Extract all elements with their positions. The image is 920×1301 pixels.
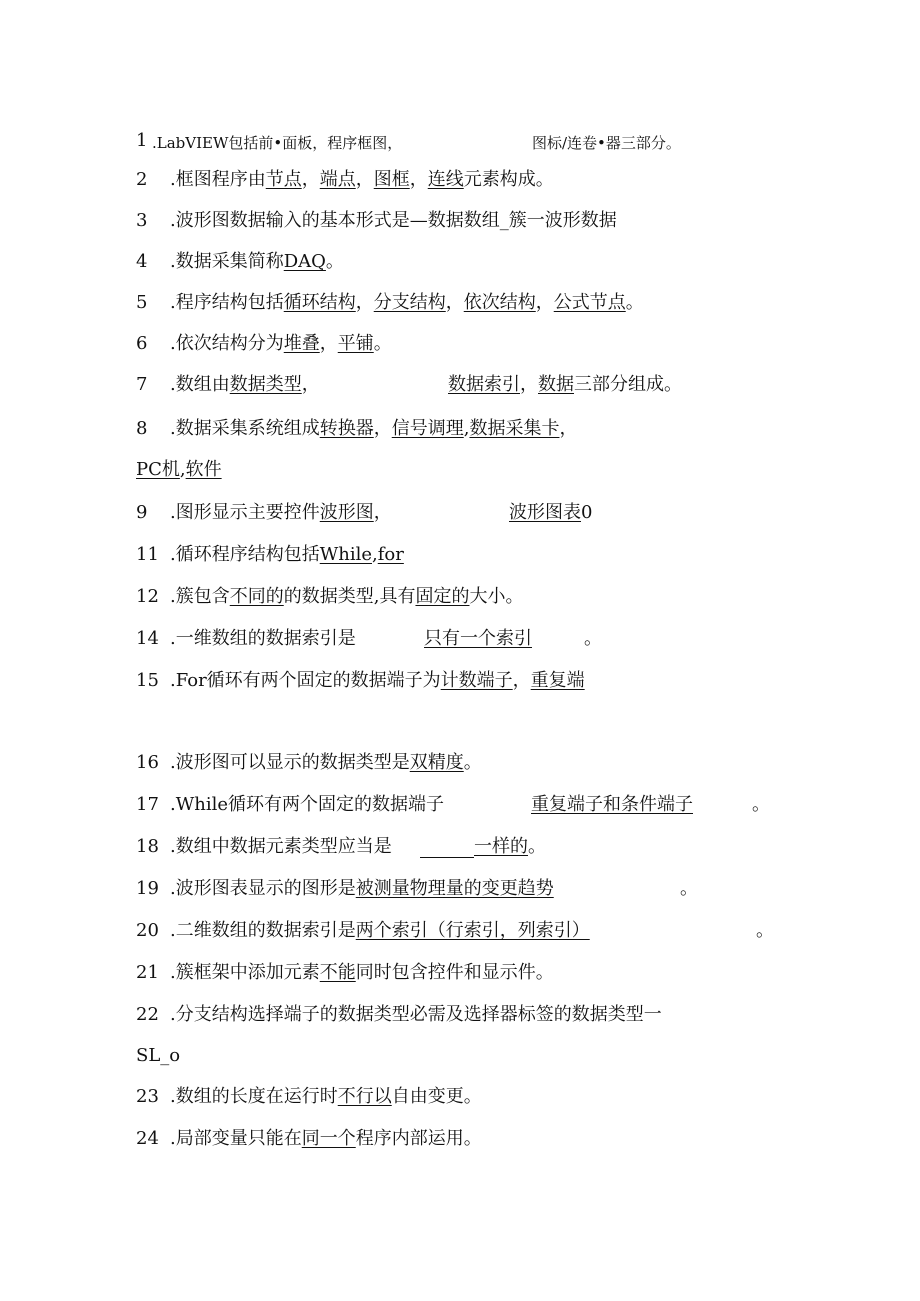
question-number: 16 (136, 752, 159, 773)
answer-blank: DAQ (283, 251, 326, 272)
answer-blank: 波形图表 (509, 502, 581, 523)
question-text: .波形图数据输入的基本形式是—数据数组_簇一波形数据 (170, 210, 617, 231)
answer-blank: 公式节点 (553, 292, 626, 313)
question-text: .While循环有两个固定的数据端子 (170, 794, 444, 815)
question-text: .程序结构包括循环结构，分支结构，依次结构，公式节点。 (170, 292, 644, 313)
answer-blank: 只有一个索引 (424, 628, 532, 649)
question-number: 11 (136, 544, 159, 565)
question-number: 14 (136, 628, 159, 649)
question-text: .For循环有两个固定的数据端子为计数端子，重复端 (170, 670, 585, 691)
question-text: .循环程序结构包括While,for (170, 544, 404, 565)
question-text: 图标/连卷•器三部分。 (532, 134, 681, 152)
question-text: .数组中数据元素类型应当是 (170, 836, 392, 857)
answer-blank: 连线 (427, 169, 464, 190)
answer-blank-line (420, 857, 474, 858)
question-text: 。 (584, 628, 602, 649)
answer-blank: 重复端子和条件端子 (531, 794, 693, 815)
question-text: 数据索引，数据三部分组成。 (448, 374, 682, 395)
answer-blank: 不行以 (337, 1086, 392, 1107)
answer-blank: 数据类型 (229, 374, 302, 395)
question-number: 8 (136, 418, 148, 439)
question-number: 12 (136, 586, 159, 607)
answer-blank: 一样的 (474, 836, 528, 857)
question-number: 21 (136, 962, 159, 983)
question-number: 19 (136, 878, 159, 899)
answer-blank: 数据索引 (448, 374, 520, 395)
answer-blank: 数据采集卡 (469, 418, 560, 439)
answer-blank: for (377, 544, 404, 565)
question-text: .数组的长度在运行时不行以自由变更。 (170, 1086, 482, 1107)
question-text: .簇包含不同的的数据类型,具有固定的大小。 (170, 586, 524, 607)
question-text: .框图程序由节点，端点，图框，连线元素构成。 (170, 169, 554, 190)
question-text: .数据采集系统组成转换器，信号调理,数据采集卡， (170, 418, 578, 439)
question-text: 。 (680, 878, 698, 899)
question-number: 6 (136, 333, 148, 354)
answer-blank: 图框 (373, 169, 410, 190)
answer-blank: 堆叠 (283, 333, 320, 354)
question-text: 一样的。 (474, 836, 546, 857)
question-number: 4 (136, 251, 148, 272)
question-text: 。 (756, 920, 774, 941)
answer-blank: 双精度 (409, 752, 464, 773)
answer-blank: 不能 (319, 962, 356, 983)
answer-blank: 同一个 (301, 1128, 356, 1149)
question-number: 18 (136, 836, 159, 857)
question-text: .一维数组的数据索引是 (170, 628, 356, 649)
answer-blank: 端点 (319, 169, 356, 190)
answer-blank: 固定的 (415, 586, 470, 607)
answer-blank: 依次结构 (463, 292, 536, 313)
question-text: 波形图表0 (509, 502, 593, 523)
answer-blank: 波形图 (319, 502, 374, 523)
answer-blank: 循环结构 (283, 292, 356, 313)
answer-blank: 两个索引（行索引，列索引） (355, 920, 590, 941)
question-number: 22 (136, 1004, 159, 1025)
question-text: .簇框架中添加元素不能同时包含控件和显示件。 (170, 962, 554, 983)
answer-blank: 被测量物理量的变更趋势 (355, 878, 554, 899)
question-text: 。 (752, 794, 770, 815)
question-text: .分支结构选择端子的数据类型必需及选择器标签的数据类型一 (170, 1004, 662, 1025)
answer-blank: 软件 (185, 459, 222, 480)
question-text: SL_o (136, 1045, 181, 1066)
answer-blank: 分支结构 (373, 292, 446, 313)
question-text: .图形显示主要控件波形图， (170, 502, 392, 523)
question-number: 2 (136, 169, 148, 190)
answer-blank: 数据 (538, 374, 574, 395)
question-text: .数组由数据类型， (170, 374, 320, 395)
answer-blank: 节点 (265, 169, 302, 190)
answer-blank: 计数端子 (440, 670, 513, 691)
question-number: 17 (136, 794, 159, 815)
question-text: .LabVIEW包括前•面板，程序框图， (152, 134, 403, 152)
question-number: 3 (136, 210, 148, 231)
answer-blank: 重复端 (530, 670, 585, 691)
question-number: 1 (136, 130, 148, 151)
question-number: 23 (136, 1086, 159, 1107)
question-text: .依次结构分为堆叠，平铺。 (170, 333, 392, 354)
answer-blank: 平铺 (337, 333, 374, 354)
question-number: 20 (136, 920, 159, 941)
answer-blank: 信号调理 (391, 418, 464, 439)
question-text: .二维数组的数据索引是两个索引（行索引，列索引） (170, 920, 590, 941)
question-text: .局部变量只能在同一个程序内部运用。 (170, 1128, 482, 1149)
question-text: PC机,软件 (136, 459, 222, 480)
question-number: 9 (136, 502, 148, 523)
question-text: .数据采集简称DAQ。 (170, 251, 344, 272)
answer-blank: PC机 (136, 459, 180, 480)
question-number: 5 (136, 292, 148, 313)
answer-blank: While (319, 544, 372, 565)
question-number: 24 (136, 1128, 159, 1149)
answer-blank: 不同的 (229, 586, 284, 607)
question-number: 7 (136, 374, 148, 395)
question-text: .波形图可以显示的数据类型是双精度。 (170, 752, 482, 773)
answer-blank: 转换器 (319, 418, 374, 439)
question-text: .波形图表显示的图形是被测量物理量的变更趋势 (170, 878, 554, 899)
question-number: 15 (136, 670, 159, 691)
